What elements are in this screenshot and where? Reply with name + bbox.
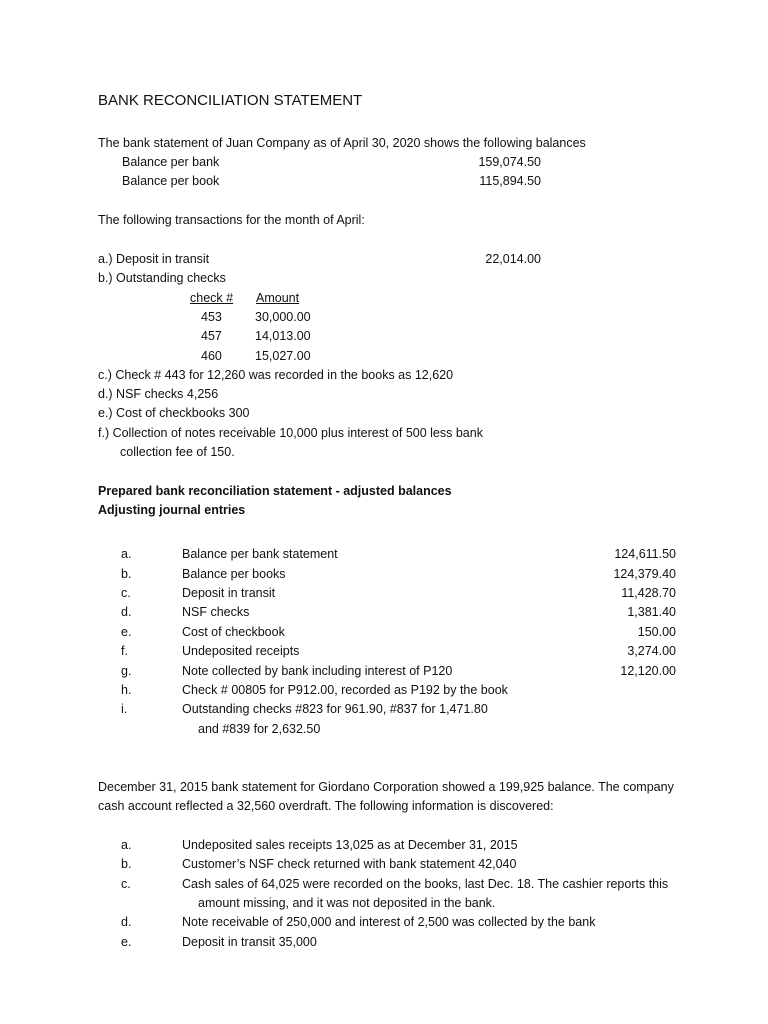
- row-description-continuation: amount missing, and it was not deposited in the bank.: [198, 896, 496, 910]
- page-title: BANK RECONCILIATION STATEMENT: [98, 92, 363, 109]
- row-description: Cash sales of 64,025 were recorded on the books, last Dec. 18. The cashier reports this: [182, 877, 669, 891]
- outstanding-checks-label: b.) Outstanding checks: [98, 271, 226, 285]
- section-heading: Adjusting journal entries: [98, 503, 246, 517]
- row-description: Customer’s NSF check returned with bank statement 42,040: [182, 857, 517, 871]
- row-letter: a.: [121, 838, 132, 852]
- row-letter: h.: [121, 683, 132, 697]
- problem3-intro: cash account reflected a 32,560 overdraft. The following information is discovered:: [98, 799, 554, 813]
- row-amount: 1,381.40: [627, 605, 676, 619]
- row-description: Deposit in transit: [182, 586, 276, 600]
- row-letter: i.: [121, 702, 128, 716]
- check-number: 460: [201, 349, 222, 363]
- row-description: Note receivable of 250,000 and interest of 2,500 was collected by the bank: [182, 915, 596, 929]
- balance-per-book-label: Balance per book: [122, 174, 220, 188]
- row-letter: g.: [121, 664, 132, 678]
- row-description: Undeposited receipts: [182, 644, 300, 658]
- row-description: NSF checks: [182, 605, 250, 619]
- row-description: Undeposited sales receipts 13,025 as at December 31, 2015: [182, 838, 518, 852]
- deposit-in-transit-label: a.) Deposit in transit: [98, 252, 210, 266]
- check-number: 453: [201, 310, 222, 324]
- amount-header: Amount: [256, 291, 300, 305]
- row-letter: a.: [121, 547, 132, 561]
- row-letter: d.: [121, 915, 132, 929]
- transaction-item: f.) Collection of notes receivable 10,000 plus interest of 500 less bank: [98, 426, 483, 440]
- row-amount: 3,274.00: [627, 644, 676, 658]
- transactions-intro: The following transactions for the month of April:: [98, 213, 365, 227]
- row-description: Deposit in transit 35,000: [182, 935, 317, 949]
- row-letter: d.: [121, 605, 132, 619]
- row-amount: 12,120.00: [620, 664, 676, 678]
- row-description: Balance per books: [182, 567, 286, 581]
- transaction-item: d.) NSF checks 4,256: [98, 387, 219, 401]
- problem3-intro: December 31, 2015 bank statement for Giordano Corporation showed a 199,925 balance. The company: [98, 780, 674, 794]
- row-letter: e.: [121, 935, 132, 949]
- row-description: Note collected by bank including interest of P120: [182, 664, 453, 678]
- balance-per-bank-amount: 159,074.50: [478, 155, 541, 169]
- transaction-item-continuation: collection fee of 150.: [120, 445, 235, 459]
- row-description: Check # 00805 for P912.00, recorded as P192 by the book: [182, 683, 508, 697]
- row-description: Cost of checkbook: [182, 625, 285, 639]
- row-letter: b.: [121, 567, 132, 581]
- row-letter: c.: [121, 877, 131, 891]
- balance-per-book-amount: 115,894.50: [479, 174, 541, 188]
- row-amount: 11,428.70: [621, 586, 676, 600]
- row-description: Outstanding checks #823 for 961.90, #837 for 1,471.80: [182, 702, 488, 716]
- deposit-in-transit-amount: 22,014.00: [485, 252, 541, 266]
- row-amount: 124,611.50: [614, 547, 676, 561]
- row-letter: b.: [121, 857, 132, 871]
- check-amount: 14,013.00: [255, 329, 311, 343]
- row-description-continuation: and #839 for 2,632.50: [198, 722, 321, 736]
- row-letter: c.: [121, 586, 131, 600]
- transaction-item: e.) Cost of checkbooks 300: [98, 406, 250, 420]
- check-number: 457: [201, 329, 222, 343]
- section-heading: Prepared bank reconciliation statement - adjusted balances: [98, 484, 452, 498]
- row-description: Balance per bank statement: [182, 547, 338, 561]
- check-amount: 30,000.00: [255, 310, 311, 324]
- row-letter: e.: [121, 625, 132, 639]
- transaction-item: c.) Check # 443 for 12,260 was recorded in the books as 12,620: [98, 368, 454, 382]
- balance-per-bank-label: Balance per bank: [122, 155, 220, 169]
- row-letter: f.: [121, 644, 128, 658]
- row-amount: 124,379.40: [613, 567, 676, 581]
- problem1-intro: The bank statement of Juan Company as of April 30, 2020 shows the following balances: [98, 136, 586, 150]
- check-number-header: check #: [190, 291, 234, 305]
- check-amount: 15,027.00: [255, 349, 311, 363]
- row-amount: 150.00: [637, 625, 676, 639]
